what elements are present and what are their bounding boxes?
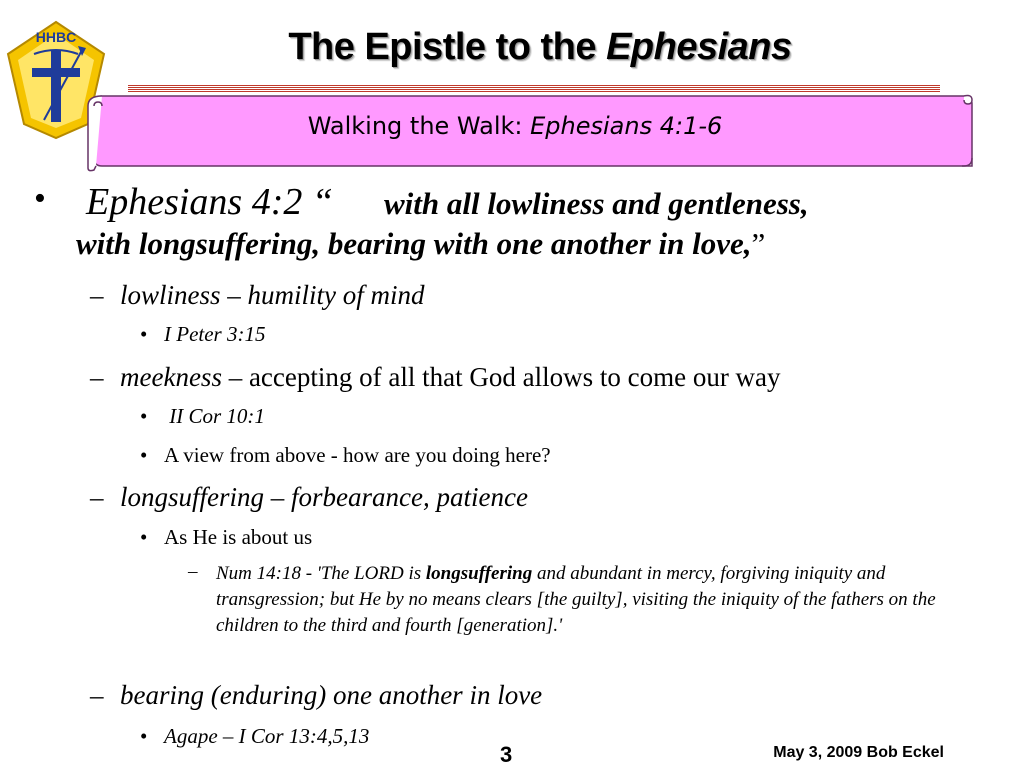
- page-title: The Epistle to the Ephesians: [288, 26, 792, 68]
- quote-line-1: with all lowliness and gentleness,: [384, 186, 809, 221]
- quote-line-2-row: [76, 226, 765, 262]
- close-quote: ”: [751, 226, 766, 261]
- quote-line-2: with longsuffering, bearing with one another in love,: [76, 226, 752, 261]
- page-number: 3: [500, 742, 513, 767]
- slide-body: • Ephesians 4:2 “ with all lowliness and gentleness, with longsuffering, bearing with one another in love,” – lowliness – humility of mind • I Peter 3:15 – meekness – accepting of all that God allows to come our way • II Cor 10:1 • A view from above - how are you doing here? – longsuffering – forbearance, patience • As He is about us – Num 14:18 - 'The LORD is longsuffering and abundant in mercy, forgiving iniquity and transgression; but He by no means clears [the guilty], visiting the iniquity of the fathers on the children to the third and fourth [generation].' – bearing (enduring) one another in love • Agape – I Cor 13:4,5,13: [34, 180, 936, 748]
- footer-date-author: May 3, 2009 Bob Eckel: [773, 744, 944, 761]
- slide-subtitle: Walking the Walk: Ephesians 4:1-6: [307, 112, 723, 140]
- scripture-reference: Ephesians 4:2 “: [86, 181, 333, 223]
- logo-text: HHBC: [35, 29, 77, 45]
- bullet-symbol: •: [34, 180, 46, 217]
